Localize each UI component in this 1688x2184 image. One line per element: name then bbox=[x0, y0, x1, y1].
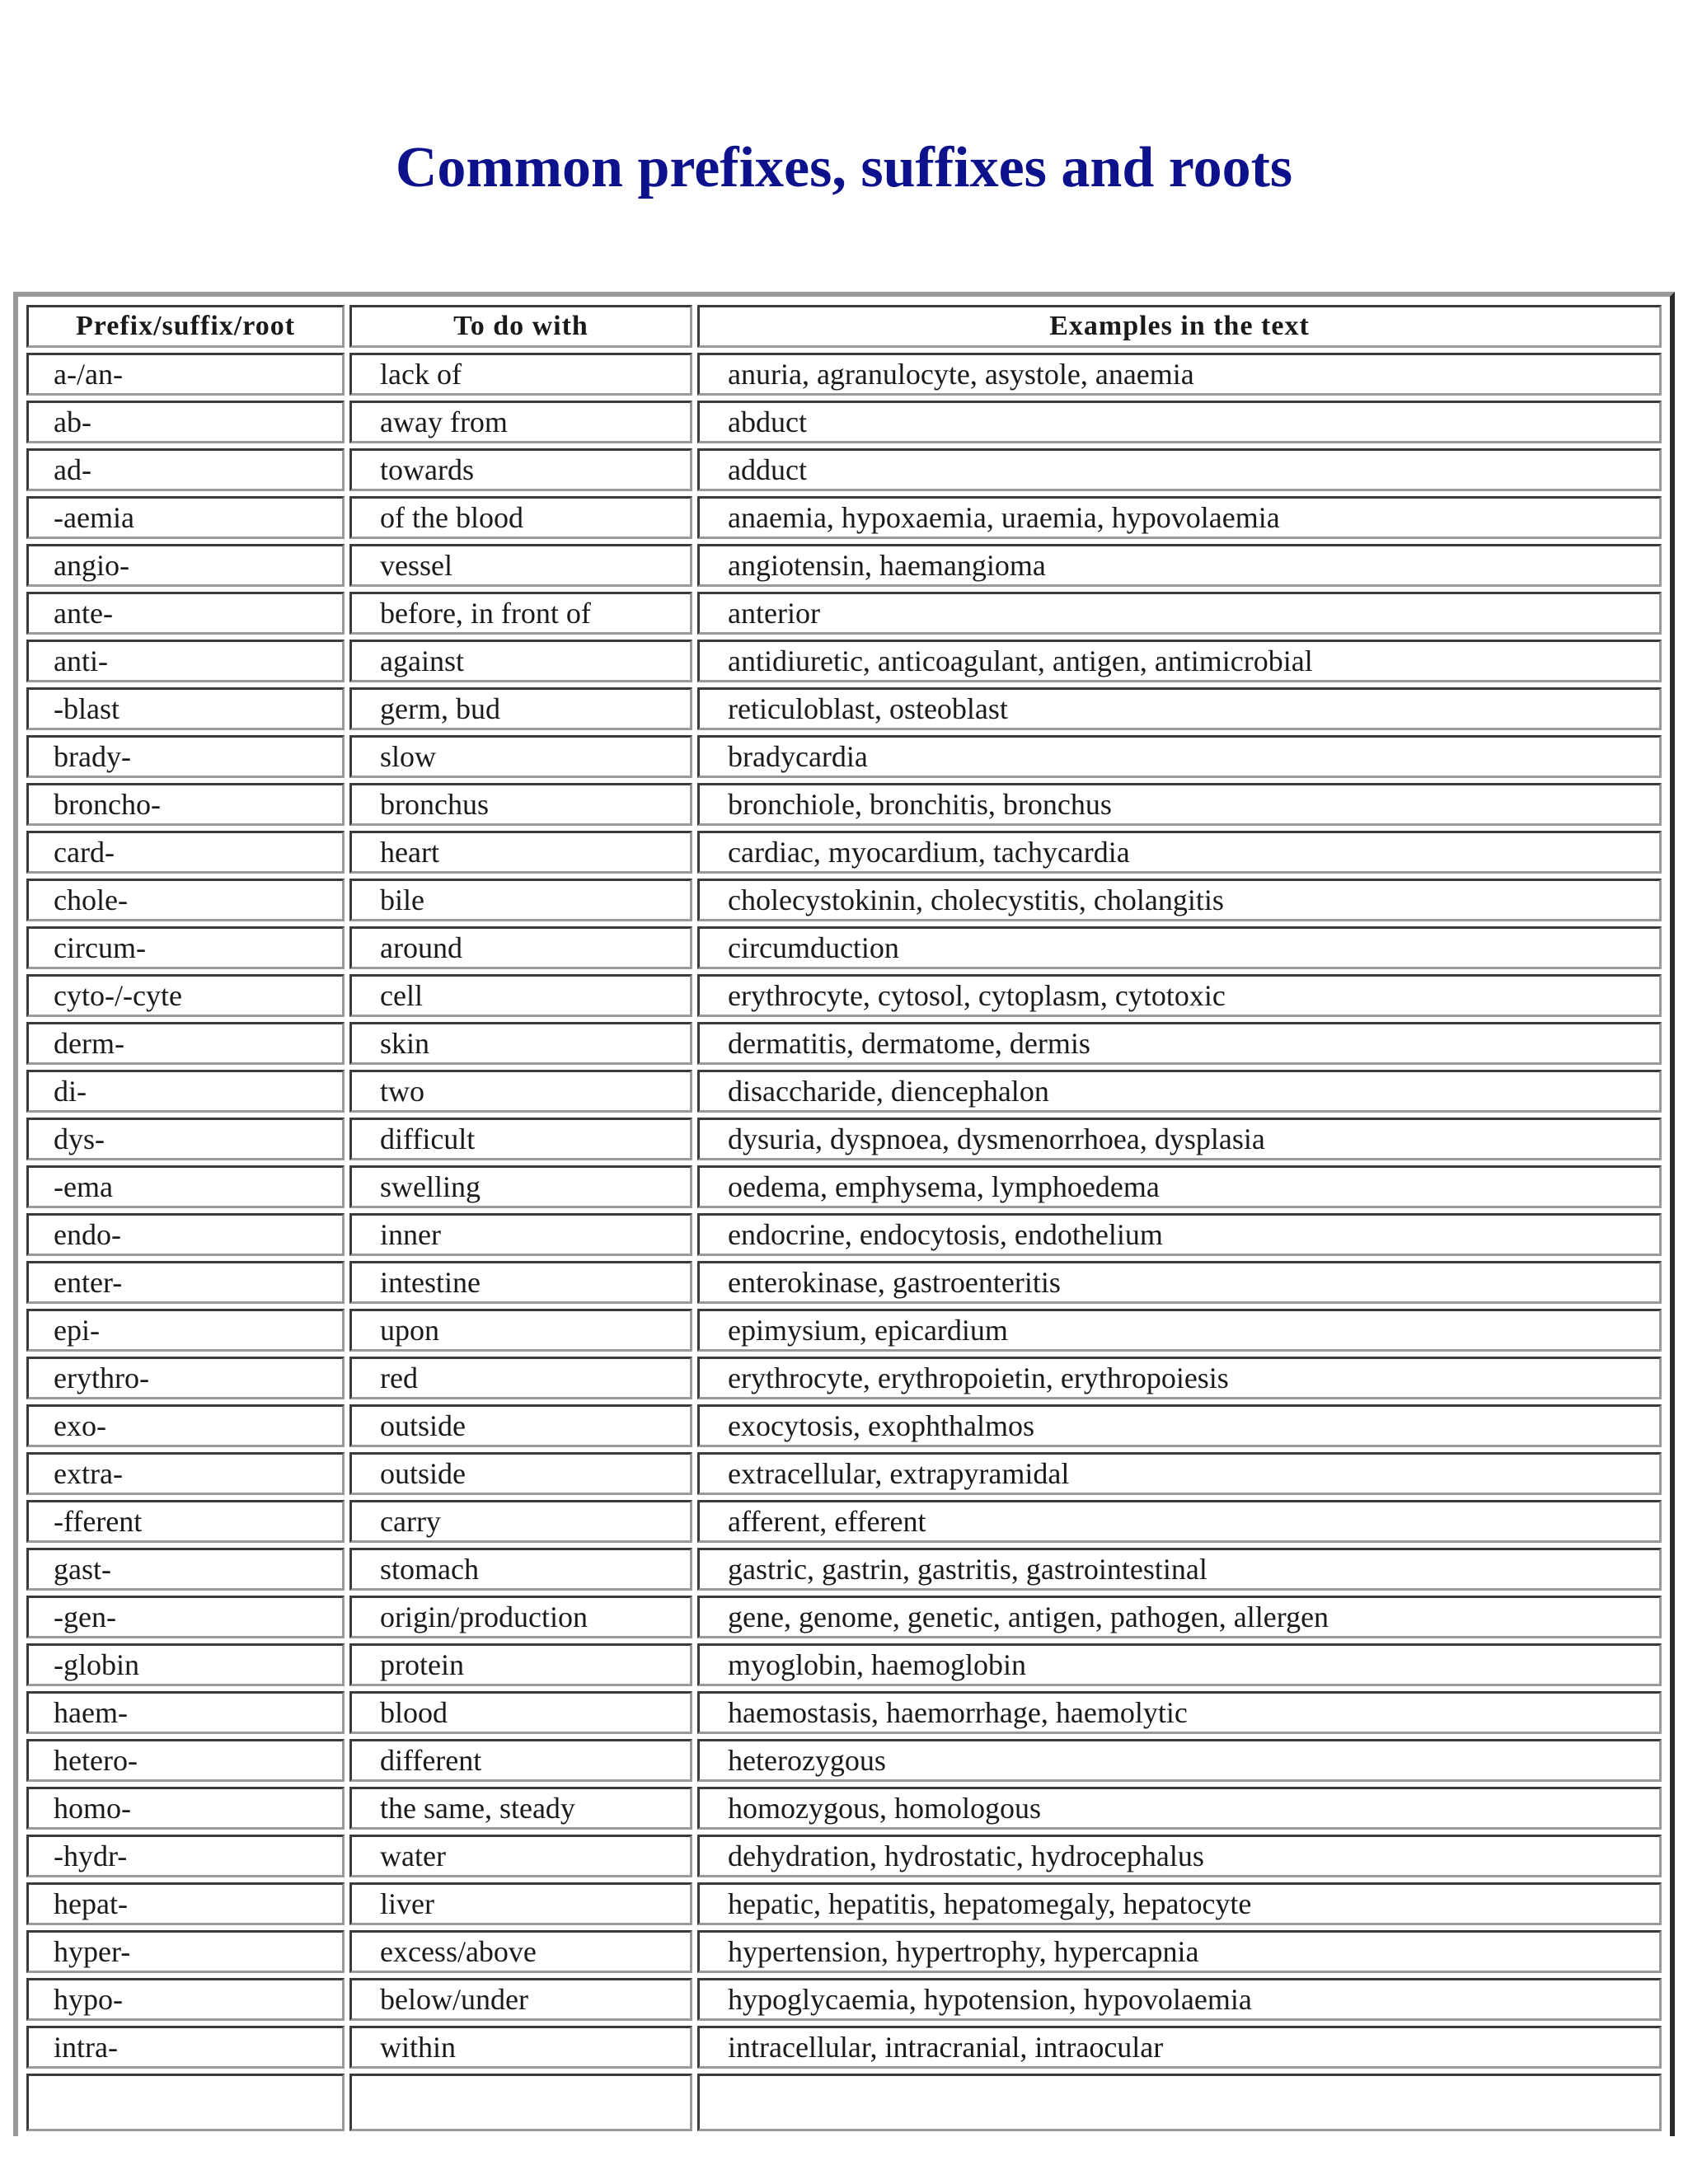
table-row bbox=[26, 1835, 1662, 1877]
table-row bbox=[26, 1118, 1662, 1160]
cell-examples: haemostasis, haemorrhage, haemolytic bbox=[697, 1691, 1662, 1734]
cell-prefix: hetero- bbox=[26, 1739, 345, 1782]
cell-examples: epimysium, epicardium bbox=[697, 1309, 1662, 1352]
table-row bbox=[26, 831, 1662, 874]
cell-meaning: swelling bbox=[349, 1165, 692, 1208]
cell-prefix: di- bbox=[26, 1070, 345, 1113]
cell-prefix: epi- bbox=[26, 1309, 345, 1352]
cell-prefix: -hydr- bbox=[26, 1835, 345, 1877]
table-row bbox=[26, 1309, 1662, 1352]
cell-meaning: carry bbox=[349, 1500, 692, 1543]
cell-examples: hypertension, hypertrophy, hypercapnia bbox=[697, 1930, 1662, 1973]
cell-meaning: skin bbox=[349, 1022, 692, 1065]
cell-prefix: gast- bbox=[26, 1548, 345, 1591]
cell-prefix: hyper- bbox=[26, 1930, 345, 1973]
cell-prefix: hepat- bbox=[26, 1882, 345, 1925]
cell-prefix: dys- bbox=[26, 1118, 345, 1160]
cell-examples: cardiac, myocardium, tachycardia bbox=[697, 831, 1662, 874]
cell-prefix: -aemia bbox=[26, 496, 345, 539]
cell-meaning: towards bbox=[349, 448, 692, 491]
cell-meaning: different bbox=[349, 1739, 692, 1782]
cell-meaning: around bbox=[349, 926, 692, 969]
empty-cell bbox=[349, 2074, 692, 2131]
table-row bbox=[26, 783, 1662, 826]
cell-examples: erythrocyte, erythropoietin, erythropoiesis bbox=[697, 1357, 1662, 1399]
cell-meaning: within bbox=[349, 2026, 692, 2069]
cell-prefix: angio- bbox=[26, 544, 345, 587]
cell-examples: intracellular, intracranial, intraocular bbox=[697, 2026, 1662, 2069]
table-row bbox=[26, 1022, 1662, 1065]
table-body bbox=[26, 353, 1662, 2131]
table-row bbox=[26, 1739, 1662, 1782]
cell-meaning: inner bbox=[349, 1213, 692, 1256]
cell-meaning: red bbox=[349, 1357, 692, 1399]
table-row bbox=[26, 1930, 1662, 1973]
cell-prefix: -ema bbox=[26, 1165, 345, 1208]
cell-meaning: slow bbox=[349, 735, 692, 778]
cell-meaning: below/under bbox=[349, 1978, 692, 2021]
table-row bbox=[26, 544, 1662, 587]
cell-examples: dysuria, dyspnoea, dysmenorrhoea, dysplasia bbox=[697, 1118, 1662, 1160]
cell-examples: dehydration, hydrostatic, hydrocephalus bbox=[697, 1835, 1662, 1877]
cell-prefix: brady- bbox=[26, 735, 345, 778]
cell-meaning: protein bbox=[349, 1643, 692, 1686]
cell-meaning: origin/production bbox=[349, 1596, 692, 1638]
cell-examples: homozygous, homologous bbox=[697, 1787, 1662, 1830]
cell-examples: cholecystokinin, cholecystitis, cholangitis bbox=[697, 879, 1662, 921]
table-row bbox=[26, 926, 1662, 969]
table-row bbox=[26, 1070, 1662, 1113]
table-row bbox=[26, 1261, 1662, 1304]
table-row bbox=[26, 1500, 1662, 1543]
table-row bbox=[26, 735, 1662, 778]
cell-meaning: blood bbox=[349, 1691, 692, 1734]
cell-prefix: hypo- bbox=[26, 1978, 345, 2021]
table-row bbox=[26, 1978, 1662, 2021]
cell-examples: bronchiole, bronchitis, bronchus bbox=[697, 783, 1662, 826]
cell-prefix: ante- bbox=[26, 592, 345, 635]
cell-prefix: haem- bbox=[26, 1691, 345, 1734]
cell-examples: gene, genome, genetic, antigen, pathogen, allergen bbox=[697, 1596, 1662, 1638]
table-row bbox=[26, 974, 1662, 1017]
cell-examples: disaccharide, diencephalon bbox=[697, 1070, 1662, 1113]
cell-prefix: exo- bbox=[26, 1404, 345, 1447]
cell-examples: oedema, emphysema, lymphoedema bbox=[697, 1165, 1662, 1208]
cell-prefix: extra- bbox=[26, 1452, 345, 1495]
header-prefix: Prefix/suffix/root bbox=[26, 305, 345, 348]
cell-prefix: endo- bbox=[26, 1213, 345, 1256]
cell-examples: hypoglycaemia, hypotension, hypovolaemia bbox=[697, 1978, 1662, 2021]
cell-meaning: outside bbox=[349, 1452, 692, 1495]
table-row bbox=[26, 2026, 1662, 2069]
cell-meaning: upon bbox=[349, 1309, 692, 1352]
cell-meaning: heart bbox=[349, 831, 692, 874]
cell-meaning: liver bbox=[349, 1882, 692, 1925]
cell-meaning: bronchus bbox=[349, 783, 692, 826]
cell-meaning: difficult bbox=[349, 1118, 692, 1160]
cell-prefix: homo- bbox=[26, 1787, 345, 1830]
cell-prefix: -gen- bbox=[26, 1596, 345, 1638]
table-row bbox=[26, 1213, 1662, 1256]
cell-prefix: chole- bbox=[26, 879, 345, 921]
table-row bbox=[26, 401, 1662, 443]
table-row bbox=[26, 353, 1662, 396]
prefix-table bbox=[21, 300, 1667, 2136]
cell-meaning: germ, bud bbox=[349, 687, 692, 730]
cell-prefix: -blast bbox=[26, 687, 345, 730]
cell-prefix: intra- bbox=[26, 2026, 345, 2069]
cell-meaning: against bbox=[349, 640, 692, 682]
cell-prefix: card- bbox=[26, 831, 345, 874]
cell-meaning: water bbox=[349, 1835, 692, 1877]
cell-examples: afferent, efferent bbox=[697, 1500, 1662, 1543]
table-row-empty bbox=[26, 2074, 1662, 2131]
cell-examples: anterior bbox=[697, 592, 1662, 635]
cell-examples: reticuloblast, osteoblast bbox=[697, 687, 1662, 730]
table-row bbox=[26, 1548, 1662, 1591]
cell-examples: myoglobin, haemoglobin bbox=[697, 1643, 1662, 1686]
table-row bbox=[26, 1165, 1662, 1208]
cell-examples: hepatic, hepatitis, hepatomegaly, hepatocyte bbox=[697, 1882, 1662, 1925]
cell-prefix: anti- bbox=[26, 640, 345, 682]
cell-examples: antidiuretic, anticoagulant, antigen, antimicrobial bbox=[697, 640, 1662, 682]
cell-examples: anuria, agranulocyte, asystole, anaemia bbox=[697, 353, 1662, 396]
cell-prefix: derm- bbox=[26, 1022, 345, 1065]
cell-meaning: vessel bbox=[349, 544, 692, 587]
cell-prefix: circum- bbox=[26, 926, 345, 969]
cell-prefix: broncho- bbox=[26, 783, 345, 826]
cell-examples: extracellular, extrapyramidal bbox=[697, 1452, 1662, 1495]
empty-cell bbox=[26, 2074, 345, 2131]
cell-examples: anaemia, hypoxaemia, uraemia, hypovolaemia bbox=[697, 496, 1662, 539]
cell-prefix: ad- bbox=[26, 448, 345, 491]
table-row bbox=[26, 687, 1662, 730]
header-to-do-with: To do with bbox=[349, 305, 692, 348]
table-row bbox=[26, 592, 1662, 635]
table-row bbox=[26, 1357, 1662, 1399]
table-row bbox=[26, 496, 1662, 539]
cell-prefix: enter- bbox=[26, 1261, 345, 1304]
cell-examples: exocytosis, exophthalmos bbox=[697, 1404, 1662, 1447]
table-row bbox=[26, 1452, 1662, 1495]
cell-meaning: intestine bbox=[349, 1261, 692, 1304]
table-row bbox=[26, 1691, 1662, 1734]
cell-meaning: cell bbox=[349, 974, 692, 1017]
table-row bbox=[26, 1596, 1662, 1638]
cell-meaning: bile bbox=[349, 879, 692, 921]
empty-cell bbox=[697, 2074, 1662, 2131]
cell-meaning: excess/above bbox=[349, 1930, 692, 1973]
cell-examples: bradycardia bbox=[697, 735, 1662, 778]
table-row bbox=[26, 1787, 1662, 1830]
cell-meaning: lack of bbox=[349, 353, 692, 396]
cell-meaning: before, in front of bbox=[349, 592, 692, 635]
cell-prefix: -globin bbox=[26, 1643, 345, 1686]
cell-examples: circumduction bbox=[697, 926, 1662, 969]
cell-meaning: away from bbox=[349, 401, 692, 443]
cell-meaning: of the blood bbox=[349, 496, 692, 539]
cell-meaning: stomach bbox=[349, 1548, 692, 1591]
cell-examples: endocrine, endocytosis, endothelium bbox=[697, 1213, 1662, 1256]
cell-meaning: the same, steady bbox=[349, 1787, 692, 1830]
table-row bbox=[26, 1882, 1662, 1925]
cell-prefix: erythro- bbox=[26, 1357, 345, 1399]
cell-examples: abduct bbox=[697, 401, 1662, 443]
table-row bbox=[26, 1643, 1662, 1686]
page-title: Common prefixes, suffixes and roots bbox=[395, 136, 1293, 199]
cell-meaning: outside bbox=[349, 1404, 692, 1447]
cell-examples: adduct bbox=[697, 448, 1662, 491]
table-header-row bbox=[26, 305, 1662, 348]
cell-examples: erythrocyte, cytosol, cytoplasm, cytotoxic bbox=[697, 974, 1662, 1017]
cell-prefix: cyto-/-cyte bbox=[26, 974, 345, 1017]
cell-examples: angiotensin, haemangioma bbox=[697, 544, 1662, 587]
table-row bbox=[26, 448, 1662, 491]
cell-examples: enterokinase, gastroenteritis bbox=[697, 1261, 1662, 1304]
table-row bbox=[26, 640, 1662, 682]
cell-prefix: -fferent bbox=[26, 1500, 345, 1543]
cell-prefix: a-/an- bbox=[26, 353, 345, 396]
cell-prefix: ab- bbox=[26, 401, 345, 443]
cell-examples: dermatitis, dermatome, dermis bbox=[697, 1022, 1662, 1065]
table-row bbox=[26, 1404, 1662, 1447]
prefix-table-frame bbox=[13, 292, 1675, 2136]
cell-meaning: two bbox=[349, 1070, 692, 1113]
cell-examples: heterozygous bbox=[697, 1739, 1662, 1782]
table-row bbox=[26, 879, 1662, 921]
header-examples: Examples in the text bbox=[697, 305, 1662, 348]
cell-examples: gastric, gastrin, gastritis, gastrointestinal bbox=[697, 1548, 1662, 1591]
